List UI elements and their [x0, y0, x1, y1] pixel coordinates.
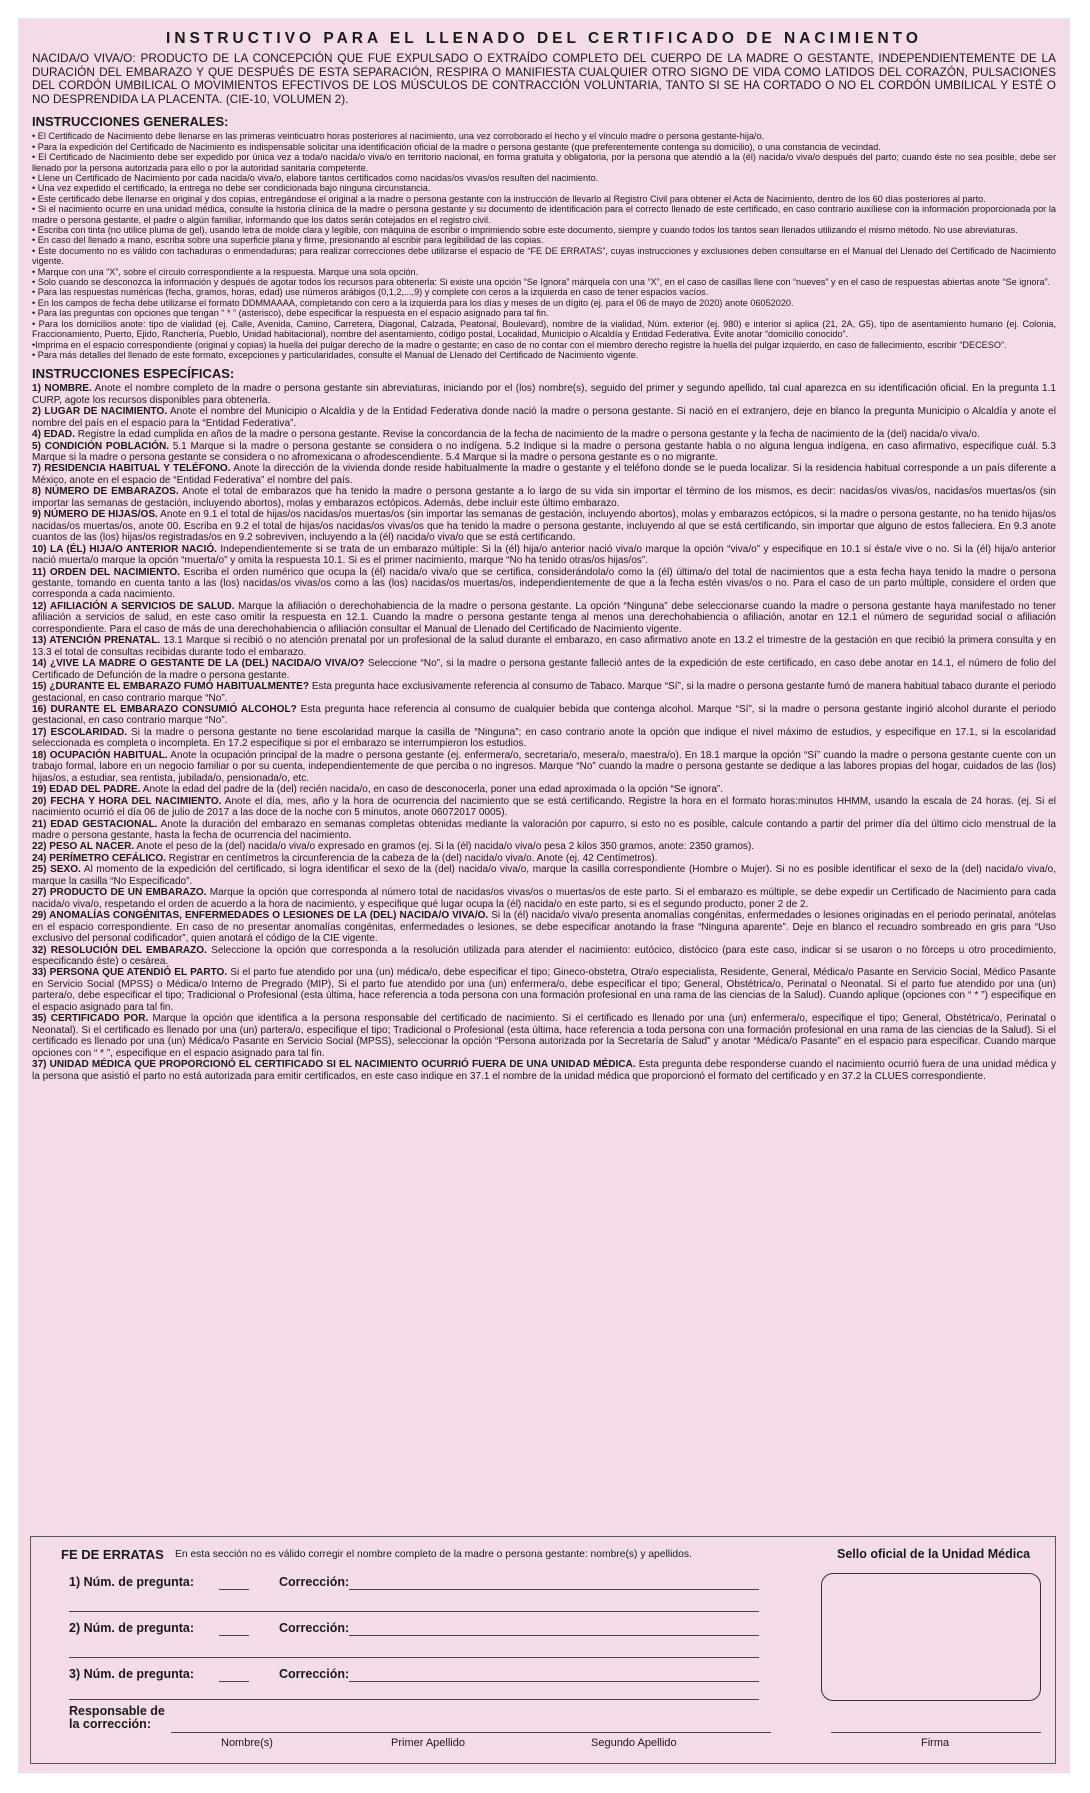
- general-item: • Para la expedición del Certificado de Nacimiento es indispensable solicitar una identificación oficial de la madre o persona gestante (que preferentemente contenga su domicilio), o una constancia de vecindad.: [32, 141, 881, 152]
- specific-item-text: Anote el día, mes, año y la hora de ocurrencia del nacimiento que se está certificando. Registre la hora en el formato horas:minutos HHMM, usando la escala de 24 horas. (ej. Si el nacimiento ocurrió el día 06 de julio de 2017 a las doce de la noche con 5 minutos, anote 06072017 0005).: [32, 795, 1056, 819]
- specific-item-title: 18) OCUPACIÓN HABITUAL.: [32, 749, 168, 761]
- specific-item-text: Seleccione “No”, si la madre o persona gestante falleció antes de la expedición de este certificado, en caso debe anotar en 14.1, el número de folio del Certificado de Defunción de la madre o persona gestante.: [32, 658, 1056, 681]
- general-item: • Si el nacimiento ocurre en una unidad médica, consulte la historia clínica de la madre o persona gestante y su documento de identificación para el correcto llenado de este certificado, en caso contrario auxíliese con la información proporcionada por la madre o persona gestante, el padre o algún familiar, informando que los datos serán cotejados en el registro civil.: [32, 204, 1056, 225]
- specific-item-title: 27) PRODUCTO DE UN EMBARAZO.: [32, 887, 207, 899]
- general-instructions: [32, 131, 1056, 360]
- specific-item-title: 10) LA (ÉL) HIJA/O ANTERIOR NACIÓ.: [32, 543, 217, 555]
- specific-item-title: 14) ¿VIVE LA MADRE O GESTANTE DE LA (DEL) NACIDA/O VIVA/O?: [32, 658, 365, 670]
- specific-item: [32, 796, 1056, 819]
- specific-item: [32, 784, 1056, 795]
- specific-item-text: Marque la afiliación o derechohabiencia de la madre o persona gestante. La opción “Ninguna” debe seleccionarse cuando la madre o persona gestante haya manifestado no tener afiliación a servicios de salud, en este caso omitir la respuesta en 12.1. Cuando la madre o persona gestante tenga al menos una derechohabiencia o afiliación, anotar en 12.1 el número de seguridad social o afiliación correspondiente. Para el caso de más de una derechohabiencia o afiliación consultar el Manual de Llenado del Certificado de Nacimiento vigente.: [32, 600, 1056, 635]
- specific-item-title: 7) RESIDENCIA HABITUAL Y TELÉFONO.: [32, 463, 231, 475]
- specific-item: [32, 841, 1056, 852]
- general-item: • Solo cuando se desconozca la información y después de agotar todos los recursos para obtenerla: Si existe una opción “Se Ignora” márquela con una “X”, en el caso de casillas llene con “nueves” y en el caso de respuestas abiertas anote “Se ignora”.: [32, 277, 1051, 288]
- general-item: • Marque con una “X”, sobre el círculo correspondiente a la respuesta. Marque una sola opción.: [32, 266, 419, 277]
- specific-item-text: Marque la opción que corresponda al número total de nacidas/os vivas/os o muertas/os de este parto. Si el embarazo es múltiple, se debe expedir un Certificado de Nacimiento para cada nacida/o viva/o, respetando el orden de acuerdo a la hora de nacimiento, y especifique qué lugar ocupa la (él) nacida/o en este parto, si es el segundo producto, poner 2 de 2.: [32, 887, 1056, 910]
- specific-item: [32, 910, 1056, 944]
- specific-item-text: Anote el peso de la (del) nacida/o viva/o expresado en gramos (ej. Si la (él) nacida/o viva/o pesa 2 kilos 350 gramos, anote: 2350 gramos).: [134, 841, 755, 853]
- specific-item-title: 20) FECHA Y HORA DEL NACIMIENTO.: [32, 795, 222, 807]
- specific-item-text: Anote el nombre del Municipio o Alcaldía y de la Entidad Federativa donde nació la madre o persona gestante. Si nació en el extranjero, deje en blanco la pregunta Municipio o Alcaldía y anote el nombre del país en el espacio para la “Entidad Federativa”.: [32, 406, 1056, 429]
- fe-de-erratas-note: En esta sección no es válido corregir el nombre completo de la madre o persona gestante: nombre(s) y apellidos.: [175, 1549, 692, 1560]
- specific-item-title: 4) EDAD.: [32, 429, 75, 441]
- responsible-label-line-1: Responsable de: [69, 1704, 165, 1718]
- general-item: • Este documento no es válido con tachaduras o enmendaduras; para realizar correcciones debe utilizarse el espacio de “FE DE ERRATAS”, cuyas instrucciones y exclusiones deben consultarse en el Manual del Llenado del Certificado de Nacimiento vigente.: [32, 245, 1056, 267]
- specific-item-title: 2) LUGAR DE NACIMIENTO.: [32, 406, 168, 418]
- specific-item-text: Si el parto fue atendido por una (un) médica/o, debe especificar el tipo; Gineco-obstetra, Otra/o especialista, Residente, General, Médica/o Pasante en Servicio Social, Médico Pasante en Servicio Social (MPSS) o Médica/o Interno de Pregrado (MIP), Si el parto fue atendido por una (un) enfermera/o, debe especificar el tipo; General, Obstétrica/o, Perinatal o Neonatal. Si el parto fue atendido por una (un) partera/o, debe especificar el tipo; Tradicional o Profesional (esta última, hace referencia a toda persona con una formación profesional en una rama de las ciencias de la Salud). Cuando aplique (opciones con “ * ”) especifique en el espacio asignado para tal fin.: [32, 967, 1056, 1013]
- specific-item-title: 29) ANOMALÍAS CONGÉNITAS, ENFERMEDADES O LESIONES DE LA (DEL) NACIDA/O VIVA/O.: [32, 910, 489, 922]
- specific-item-title: 33) PERSONA QUE ATENDIÓ EL PARTO.: [32, 967, 228, 979]
- seal-title: Sello oficial de la Unidad Médica: [837, 1547, 1031, 1561]
- general-item: • En los campos de fecha debe utilizarse el formato DDMMAAAA, completando con cero a la izquierda para los días y meses de un dígito (ej. para el 06 de mayo de 2020) anote 06052020.: [32, 297, 794, 308]
- question-number-label: 2) Núm. de pregunta:: [69, 1621, 195, 1635]
- general-item: • Una vez expedido el certificado, la entrega no debe ser condicionada bajo ninguna circunstancia.: [32, 183, 431, 194]
- specific-item: [32, 727, 1056, 750]
- specific-item-text: 5.1 Marque si la madre o persona gestante se considera o no indígena. 5.2 Indique si la madre o persona gestante habla o no alguna lengua indígena, en caso afirmativo, especifique cuál. 5.3 Marque si la madre o persona gestante se considera o no afromexicana o afrodescendiente. 5.4 Marque si la madre o persona gestante es o no migrante.: [32, 440, 1056, 464]
- specific-item: [32, 750, 1056, 784]
- specific-item: [32, 1013, 1056, 1059]
- specific-item-title: 37) UNIDAD MÉDICA QUE PROPORCIONÓ EL CERTIFICADO SI EL NACIMIENTO OCURRIÓ FUERA DE UNA UNIDAD MÉDICA.: [32, 1059, 636, 1071]
- correction-extra-line[interactable]: [69, 1611, 759, 1612]
- specific-item: [32, 819, 1056, 842]
- specific-item-title: 22) PESO AL NACER.: [32, 841, 135, 853]
- responsible-name-line[interactable]: [171, 1732, 771, 1733]
- specific-item-text: Escriba el orden numérico que ocupa la (él) nacida/o viva/o que se certifica, considerándola/o como la (él) última/o del total de nacimientos que a esta fecha haya tenido la madre o persona gestante, tomando en cuenta tanto a las (los) nacidas/os vivas/os como a las (los) nacidas/os muertas/os, independientemente de que a la fecha estén vivas/os o no. Para el caso de un parto múltiple, considere el orden que corresponda a cada nacimiento.: [32, 566, 1056, 601]
- specific-item-title: 35) CERTIFICADO POR.: [32, 1013, 149, 1025]
- correction-label: Corrección:: [279, 1667, 350, 1681]
- specific-item-text: Registrar en centímetros la circunferencia de la cabeza de la (del) nacida/o viva/o. Anote (ej. 42 Centímetros).: [165, 852, 658, 864]
- specific-item-text: Marque la opción que identifica a la persona responsable del certificado de nacimiento. Si el certificado es llenado por una (un) enfermera/o, especifique el tipo; General, Obstétrica/o, Perinatal o Neonatal). Si el certificado es llenado por una (un) partera/o, especifique el tipo; Tradicional o Profesional (esta última, hace referencia a toda persona con una formación profesional en una rama de las ciencias de la Salud). Si el certificado es llenado por una (un) Médica/o Pasante en Servicio Social (MPSS), seleccionar la opción “Persona autorizada por la Secretaría de Salud” y anotar “Médica/o Pasante” en el espacio para especificar. Cuando marque opciones con “ * ”, especifique en el espacio asignado para tal fin.: [32, 1013, 1056, 1059]
- specific-item-text: 13.1 Marque si recibió o no atención prenatal por un profesional de la salud durante el embarazo, en caso afirmativo anote en 13.2 el trimestre de la gestación en que recibió la primera consulta y en 13.3 el total de consultas recibidas durante todo el embarazo.: [32, 635, 1056, 658]
- general-item: • Para las preguntas con opciones que tengan “ * ” (asterisco), debe especificar la respuesta en el espacio asignado para tal fin.: [32, 308, 549, 319]
- specific-item-text: Registre la edad cumplida en años de la madre o persona gestante. Revise la concordancia de la fecha de nacimiento de la madre o persona gestante y la fecha de nacimiento de la (del) nacida/o viva/o.: [74, 429, 980, 441]
- specific-item-title: 25) SEXO.: [32, 864, 81, 876]
- seal-box: [821, 1573, 1041, 1701]
- specific-item: [32, 681, 1056, 704]
- question-number-field[interactable]: [219, 1635, 249, 1636]
- specific-item: [32, 486, 1056, 509]
- specific-item-title: 12) AFILIACIÓN A SERVICIOS DE SALUD.: [32, 600, 235, 612]
- specific-item: [32, 945, 1056, 968]
- specific-item-title: 1) NOMBRE.: [32, 383, 92, 395]
- specific-item-text: Si la madre o persona gestante no tiene escolaridad marque la casilla de “Ninguna”; en caso contrario anote la opción que indique el nivel máximo de estudios, y especifique en 17.1, si la escolaridad seleccionada es completa o incompleta. En 17.2 especifique si por el embarazo se interrumpieron los estudios.: [32, 726, 1056, 750]
- specific-item-text: Si la (él) nacida/o viva/o presenta anomalías congénitas, enfermedades o lesiones originadas en el periodo perinatal, anótelas en el espacio correspondiente. En caso de no presentar anomalías congénitas, enfermedades o lesiones, se debe especificar anotando la frase “Ninguna aparente”. Deje en blanco el recuadro sombreado en gris para “Uso exclusivo del personal codificador”, quien anotará el código de la CIE vigente.: [32, 910, 1056, 945]
- definition-text: NACIDA/O VIVA/O: PRODUCTO DE LA CONCEPCIÓN QUE FUE EXPULSADO O EXTRAÍDO COMPLETO DEL CUERPO DE LA MADRE O GESTANTE, INDEPENDIENTEMENTE DE LA DURACIÓN DEL EMBARAZO Y QUE DESPUÉS DE ESTA SEPARACIÓN, RESPIRA O MANIFIESTA CUALQUIER OTRO SIGNO DE VIDA COMO LATIDOS DEL CORAZÓN, PULSACIONES DEL CORDÓN UMBILICAL O MOVIMIENTOS EFECTIVOS DE LOS MÚSCULOS DE CONTRACCIÓN VOLUNTARIA, TANTO SI SE HA CORTADO O NO EL CORDÓN UMBILICAL Y ESTÉ O NO DESPRENDIDA LA PLACENTA. (CIE-10, VOLUMEN 2).: [32, 51, 1056, 106]
- specific-item-text: Anote el total de embarazos que ha tenido la madre o persona gestante a lo largo de su vida sin importar el término de los mismos, es decir: nacidas/os vivas/os, nacidas/os muertas/os (sin importar las semanas de gestación, incluyendo abortos), molas y embarazos ectópicos. Además, debe incluir este último embarazo.: [32, 486, 1056, 509]
- specific-item: [32, 406, 1056, 429]
- general-item: • Este certificado debe llenarse en original y dos copias, entregándose el original a la madre o persona gestante con la instrucción de llevarlo al Registro Civil para obtener el Acta de Nacimiento, dentro de los 60 días posteriores al parto.: [32, 193, 986, 204]
- specific-item-title: 11) ORDEN DEL NACIMIENTO.: [32, 566, 180, 578]
- specific-item-text: Anote el nombre completo de la madre o persona gestante sin abreviaturas, iniciando por el (los) nombre(s), seguido del primer y segundo apellido, tal cual aparezca en su identificación oficial. En la pregunta 1.1 CURP, agote los recursos disponibles para obtenerla.: [32, 383, 1056, 406]
- specific-item-text: Anote la dirección de la vivienda donde reside habitualmente la madre o gestante y el teléfono donde se le pueda localizar. Si la residencia habitual corresponde a un país diferente a México, anote en el espacio de “Entidad Federativa” el nombre del país.: [32, 463, 1056, 486]
- specific-item: [32, 544, 1056, 567]
- specific-item-text: Anote la duración del embarazo en semanas completas obtenidas mediante la valoración por capurro, si esto no es posible, calcule contando a partir del primer día del último ciclo menstrual de la madre o persona gestante, hasta la fecha de ocurrencia del nacimiento.: [32, 818, 1056, 841]
- question-number-field[interactable]: [219, 1681, 249, 1682]
- specific-instructions: [32, 383, 1056, 1082]
- instructivo-page: [18, 18, 1070, 1773]
- specific-item-title: 32) RESOLUCIÓN DEL EMBARAZO.: [32, 944, 207, 956]
- specific-item-title: 21) EDAD GESTACIONAL.: [32, 818, 158, 830]
- general-item: • Para los domicilios anote: tipo de vialidad (ej. Calle, Avenida, Camino, Carretera, Diagonal, Calzada, Peatonal, Boulevard), nombre de la vialidad, Núm. exterior (ej. 980) e interior si aplica (21, 2A, G5), tipo de asentamiento humano (ej. Colonia, Fraccionamiento, Puerto, Ejido, Ranchería, Pueblo, Unidad habitacional), nombre del asentamiento, código postal, Localidad, Municipio o Alcaldía y Entidad Federativa. Evite anotar “domicilio conocido”.: [32, 318, 1056, 340]
- specific-item-title: 5) CONDICIÓN POBLACIÓN.: [32, 440, 170, 452]
- specific-item: [32, 887, 1056, 910]
- specific-heading: INSTRUCCIONES ESPECÍFICAS:: [32, 366, 235, 382]
- general-item: • El Certificado de Nacimiento debe ser expedido por única vez a toda/o nacida/o viva/o en territorio nacional, en forma gratuita y obligatoria, por la persona que atendió a la (él) nacida/o viva/o después del parto; cuando éste no sea posible, debe ser llenado por la persona autorizada para ello o por la autoridad sanitaria competente.: [32, 152, 1056, 173]
- specific-item-title: 15) ¿DURANTE EL EMBARAZO FUMÓ HABITUALMENTE?: [32, 681, 309, 693]
- specific-item-title: 9) NÚMERO DE HIJAS/OS.: [32, 509, 158, 521]
- specific-item-text: Anote en 9.1 el total de hijas/os nacidas/os muertas/os (sin importar las semanas de gestación, incluyendo abortos), molas y embarazos ectópicos, si la madre o persona gestante, no ha tenido hijas/os nacidas/os muertas/os, anote 00. Escriba en 9.2 el total de hijas/os nacidas/os vivas/os que ha tenido la madre o persona gestante, incluyendo al que se está certificando, sin importar que alguno de estos falleciera. En 9.3 anote cuantos de las (los) hijas/os registradas/os en 9.2 sobreviven, incluyendo a la (él) nacida/o viva/o que se está certificando.: [32, 509, 1056, 544]
- specific-item: [32, 509, 1056, 543]
- fe-de-erratas-box: [30, 1536, 1056, 1764]
- correction-label: Corrección:: [279, 1575, 350, 1589]
- question-number-label: 1) Núm. de pregunta:: [69, 1575, 195, 1589]
- specific-item: [32, 463, 1056, 486]
- specific-item: [32, 567, 1056, 601]
- correction-field[interactable]: [349, 1589, 759, 1590]
- question-number-label: 3) Núm. de pregunta:: [69, 1667, 195, 1681]
- specific-item-title: 24) PERÍMETRO CEFÁLICO.: [32, 852, 166, 864]
- correction-field[interactable]: [349, 1681, 759, 1682]
- specific-item-text: Anote la ocupación principal de la madre o persona gestante (ej. enfermera/o, secretaria/o, mesera/o, maestra/o). En 18.1 marque la opción “Sí” cuando la madre o persona gestante cuente con un trabajo formal, labore en un negocio familiar o por su cuenta, independientemente de que perciba o no ingresos. Marque “No” cuando la madre o persona gestante se dedique a las labores propias del hogar, cuidados de las (los) hijas/os, a estudiar, sea rentista, jubilada/o, pensionada/o, etc.: [32, 749, 1056, 784]
- specific-item: [32, 967, 1056, 1013]
- specific-item-text: Seleccione la opción que corresponda a la resolución utilizada para atender el nacimiento: eutócico, distócico (para este caso, indicar si se usaron o no fórceps u otro procedimiento, especificando éste) o cesárea.: [32, 944, 1056, 967]
- specific-item: [32, 704, 1056, 727]
- general-heading: INSTRUCCIONES GENERALES:: [32, 114, 229, 130]
- specific-item: [32, 383, 1056, 406]
- errata-row-2: [69, 1621, 709, 1645]
- specific-item-text: Independientemente si se trata de un embarazo múltiple: Si la (él) hija/o anterior nació viva/o marque la opción “viva/o” y especifique en 10.1 si ésta/e vive o no. Si la (él) hija/o anterior nació muerta/o marque la opción “muerta/o” y omita la respuesta 10.1. Si es el primer nacimiento, marque “No ha tenido otras/os hijas/os”.: [32, 543, 1056, 567]
- general-item: • En caso del llenado a mano, escriba sobre una superficie plana y firme, presionando al escribir para legibilidad de las copias.: [32, 235, 544, 246]
- specific-item-title: 19) EDAD DEL PADRE.: [32, 784, 141, 796]
- errata-row-1: [69, 1575, 709, 1599]
- general-item: • Llene un Certificado de Nacimiento por cada nacida/o viva/o, elabore tantos certificados como nacidas/os vivas/os resulten del nacimiento.: [32, 173, 599, 183]
- specific-item-title: 16) DURANTE EL EMBARAZO CONSUMIÓ ALCOHOL?: [32, 704, 297, 715]
- specific-item: [32, 441, 1056, 464]
- question-number-field[interactable]: [219, 1589, 249, 1590]
- correction-extra-line[interactable]: [69, 1657, 759, 1658]
- page-title: INSTRUCTIVO PARA EL LLENADO DEL CERTIFICADO DE NACIMIENTO: [166, 30, 922, 47]
- general-item: •Imprima en el espacio correspondiente (original y copias) la huella del pulgar derecho de la madre o gestante; en caso de no contar con el miembro derecho registre la huella del pulgar izquierdo, en caso de fallecimiento, escribir “DECESO”.: [32, 339, 1007, 350]
- specific-item-text: Al momento de la expedición del certificado, si logra identificar el sexo de la (del) nacida/o viva/o, marque la casilla correspondiente (Hombre o Mujer). Si no es posible identificar el sexo de la (del) nacida/o viva/o, marque la casilla “No Especificado”.: [32, 864, 1056, 887]
- general-item: • Para más detalles del llenado de este formato, excepciones y particularidades, consulte el Manual de Llenado del Certificado de Nacimiento vigente.: [32, 349, 639, 360]
- responsible-label-line-2: la corrección:: [69, 1717, 151, 1731]
- general-item: • Escriba con tinta (no utilice pluma de gel), usando letra de molde clara y legible, con máquina de escribir o imprimiendo sobre este documento, siempre y cuando todos los tantos sean llenados utilizando el mismo método. No use abreviaturas.: [32, 225, 1018, 236]
- errata-row-3: [69, 1667, 709, 1691]
- specific-item-text: Esta pregunta hace exclusivamente referencia al consumo de Tabaco. Marque “Sí”, si la madre o persona gestante fumó de manera habitual tabaco durante el periodo gestacional, en caso contrario marque “No”.: [32, 681, 1057, 704]
- sig-label-segundo-apellido: Segundo Apellido: [591, 1737, 677, 1749]
- specific-item: [32, 635, 1056, 658]
- specific-item: [32, 1059, 1056, 1082]
- specific-item-text: Esta pregunta hace referencia al consumo de cualquier bebida que contenga alcohol. Marque “Sí”, si la madre o persona gestante ingirió alcohol durante el periodo gestacional, en caso contrario marque “No”.: [32, 704, 1056, 727]
- specific-item-title: 13) ATENCIÓN PRENATAL.: [32, 635, 161, 647]
- signature-line[interactable]: [831, 1732, 1041, 1733]
- specific-item-text: Esta pregunta debe responderse cuando el nacimiento ocurrió fuera de una unidad médica y la persona que asistió el parto no está autorizada para emitir certificados, en este caso indique en 37.1 el nombre de la unidad médica que proporcionó el formato del certificado y en 37.2 la CLUES correspondiente.: [32, 1059, 1056, 1082]
- specific-item-text: Anote la edad del padre de la (del) recién nacida/o, en caso de desconocerla, poner una edad aproximada o la opción “Se ignora”.: [140, 784, 724, 796]
- sig-label-nombre: Nombre(s): [221, 1737, 273, 1749]
- general-item: • El Certificado de Nacimiento debe llenarse en las primeras veinticuatro horas posteriores al nacimiento, una vez corroborado el hecho y el vínculo madre o persona gestante-hija/o.: [32, 131, 765, 142]
- specific-item: [32, 601, 1056, 635]
- specific-item: [32, 429, 1056, 440]
- sig-label-firma: Firma: [921, 1737, 950, 1749]
- correction-extra-line[interactable]: [69, 1699, 759, 1700]
- sig-label-primer-apellido: Primer Apellido: [391, 1737, 465, 1749]
- correction-field[interactable]: [349, 1635, 759, 1636]
- general-item: • Para las respuestas numéricas (fecha, gramos, horas, edad) use números arábigos (0,1,2,...,9) y complete con ceros a la izquierda en caso de tener espacios vacíos.: [32, 287, 709, 298]
- specific-item: [32, 864, 1056, 887]
- responsible-label: [69, 1705, 165, 1731]
- specific-item: [32, 853, 1056, 864]
- specific-item-title: 8) NÚMERO DE EMBARAZOS.: [32, 486, 179, 498]
- fe-de-erratas-title: FE DE ERRATAS: [61, 1547, 164, 1562]
- specific-item: [32, 658, 1056, 681]
- correction-label: Corrección:: [279, 1621, 350, 1635]
- specific-item-title: 17) ESCOLARIDAD.: [32, 726, 128, 738]
